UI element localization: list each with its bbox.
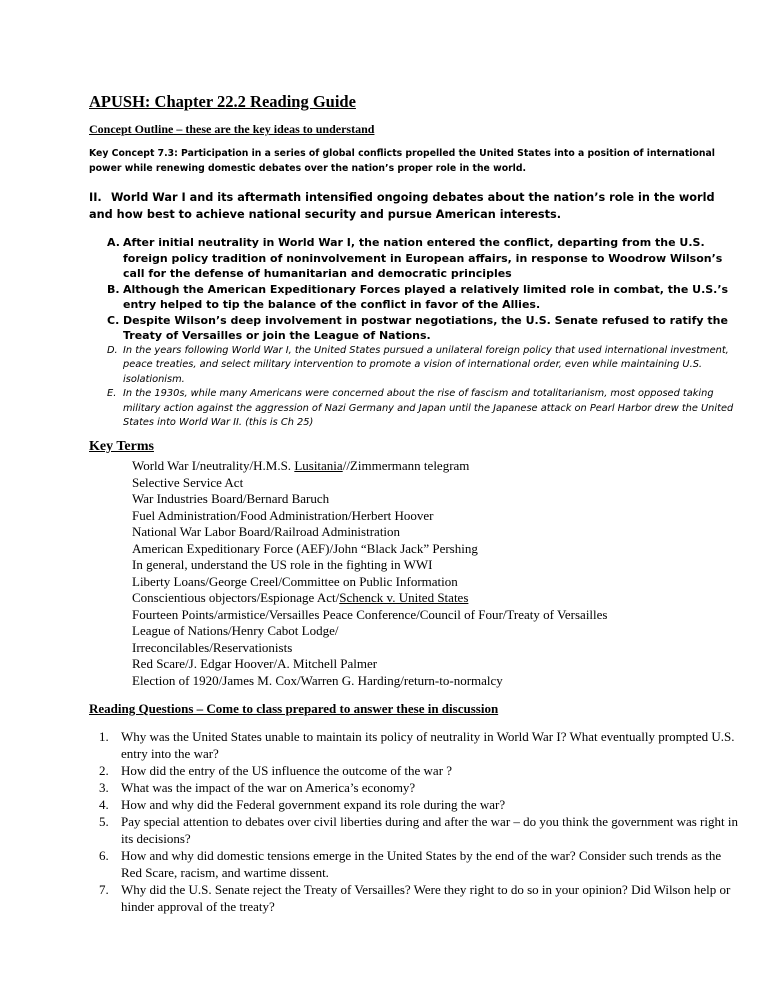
- question-text: Why was the United States unable to maintain its policy of neutrality in World War I? What eventually prompted U.S. entry into the war?: [121, 729, 735, 761]
- outline-letter: E.: [107, 388, 117, 399]
- outline-letter: A.: [107, 236, 120, 249]
- key-terms-list: [132, 458, 607, 689]
- reading-questions-heading: Reading Questions – Come to class prepared to answer these in discussion: [89, 701, 499, 716]
- key-term: Irreconcilables/Reservationists: [132, 639, 293, 655]
- outline-letter: B.: [107, 282, 120, 296]
- outline-letter: C.: [107, 313, 120, 327]
- key-term: [132, 458, 607, 475]
- outline-item: [89, 387, 739, 431]
- key-term-text: Conscientious objectors/Espionage Act/: [132, 590, 340, 605]
- question-text: How and why did domestic tensions emerge in the United States by the end of the war? Consider such trends as the Red Scare, racism, and wartime dissent.: [121, 848, 722, 880]
- question-item: [89, 847, 739, 881]
- question-text: How and why did the Federal government expand its role during the war?: [121, 797, 506, 812]
- question-item: [89, 796, 739, 813]
- question-item: [89, 728, 739, 762]
- outline-item: [89, 235, 739, 282]
- key-term: In general, understand the US role in the fighting in WWI: [132, 557, 433, 572]
- key-term: Election of 1920/James M. Cox/Warren G. Harding/return-to-normalcy: [132, 672, 503, 688]
- question-number: 6.: [99, 848, 109, 863]
- key-term-underlined: Schenck v. United States: [339, 590, 469, 605]
- reading-questions-list: [89, 728, 739, 915]
- question-item: [89, 762, 739, 779]
- question-number: 7.: [99, 882, 109, 897]
- outline-item: [89, 313, 739, 344]
- key-term: War Industries Board/Bernard Baruch: [132, 491, 330, 506]
- key-concept: Key Concept 7.3: Participation in a series of global conflicts propelled the United States into a position of international power while renewing domestic debates over the nation’s proper role in the world.: [89, 148, 715, 174]
- key-term-text: //Zimmermann telegram: [342, 458, 470, 473]
- question-number: 1.: [99, 729, 109, 744]
- key-term: American Expeditionary Force (AEF)/John “Black Jack” Pershing: [132, 540, 478, 556]
- question-text: How did the entry of the US influence the outcome of the war ?: [121, 763, 453, 778]
- question-number: 4.: [99, 797, 109, 812]
- outline-item: [89, 282, 739, 313]
- section-numeral: II.: [89, 191, 102, 204]
- outline-item: [89, 344, 739, 388]
- key-term: Fuel Administration/Food Administration/Herbert Hoover: [132, 507, 434, 523]
- question-text: What was the impact of the war on America’s economy?: [121, 780, 416, 795]
- key-terms-heading: Key Terms: [89, 439, 154, 454]
- key-term: League of Nations/Henry Cabot Lodge/: [132, 623, 339, 638]
- section-ii: [89, 189, 729, 223]
- outline-text: In the years following World War I, the United States pursued a unilateral foreign policy that used international investment, peace treaties, and select military intervention to promote a vision of international order, even while maintaining U.S. isolationism.: [123, 344, 729, 385]
- question-item: [89, 813, 739, 847]
- key-term: National War Labor Board/Railroad Administration: [132, 524, 401, 539]
- outline-list: [89, 235, 739, 431]
- question-number: 3.: [99, 780, 109, 795]
- outline-text: Despite Wilson’s deep involvement in postwar negotiations, the U.S. Senate refused to ratify the Treaty of Versailles or join the League of Nations.: [123, 313, 728, 342]
- key-term: Selective Service Act: [132, 474, 244, 490]
- question-number: 2.: [99, 763, 109, 778]
- key-term: Red Scare/J. Edgar Hoover/A. Mitchell Palmer: [132, 656, 378, 671]
- section-text: World War I and its aftermath intensified ongoing debates about the nation’s role in the world and how best to achieve national security and pursue American interests.: [89, 191, 715, 221]
- outline-text: After initial neutrality in World War I, the nation entered the conflict, departing from the U.S. foreign policy tradition of noninvolvement in European affairs, in response to Woodrow Wilson’s call for the defense of humanitarian and democratic principles: [123, 236, 723, 280]
- key-term-underlined: Lusitania: [294, 458, 343, 473]
- concept-outline-heading: Concept Outline – these are the key ideas to understand: [89, 122, 375, 136]
- question-number: 5.: [99, 814, 109, 829]
- page-title: APUSH: Chapter 22.2 Reading Guide: [89, 92, 356, 111]
- key-term: [132, 590, 607, 607]
- key-term: Fourteen Points/armistice/Versailles Peace Conference/Council of Four/Treaty of Versailles: [132, 606, 608, 622]
- key-term: Liberty Loans/George Creel/Committee on Public Information: [132, 573, 458, 589]
- question-item: [89, 881, 739, 915]
- question-text: Pay special attention to debates over civil liberties during and after the war – do you think the government was right in its decisions?: [121, 814, 738, 846]
- outline-text: In the 1930s, while many Americans were concerned about the rise of fascism and totalitarianism, most opposed taking military action against the aggression of Nazi Germany and Japan until the Japanese attack on Pearl Harbor drew the United States into World War II. (this is Ch 25): [123, 388, 734, 428]
- question-text: Why did the U.S. Senate reject the Treaty of Versailles? Were they right to do so in your opinion? Did Wilson help or hinder approval of the treaty?: [121, 882, 731, 914]
- outline-text: Although the American Expeditionary Forces played a relatively limited role in combat, the U.S.’s entry helped to tip the balance of the conflict in favor of the Allies.: [123, 282, 729, 311]
- key-term-text: World War I/neutrality/H.M.S.: [132, 458, 295, 473]
- outline-letter: D.: [107, 344, 118, 356]
- question-item: [89, 779, 739, 796]
